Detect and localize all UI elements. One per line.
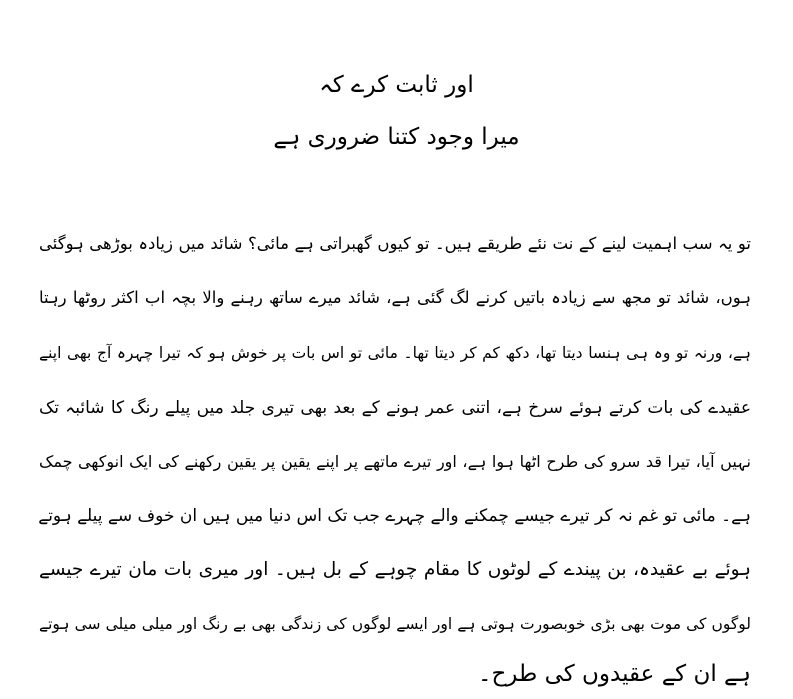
- paragraph-line: ہے ان کے عقیدوں کی طرح۔: [477, 661, 751, 687]
- paragraph-line: تو یہ سب اہمیت لینے کے نت نئے طریقے ہیں۔ تو کیوں گھبراتی ہے مائی؟ شائد میں زیادہ بوڑھی ہوگئی: [39, 234, 751, 253]
- paragraph-line: عقیدے کی بات کرتے ہوئے سرخ ہے، اتنی عمر ہونے کے بعد بھی تیری جلد میں پیلے رنگ کا شائبہ تک: [39, 398, 751, 418]
- paragraph-line: لوگوں کی موت بھی بڑی خوبصورت ہوتی ہے اور ایسے لوگوں کی زندگی بھی بے رنگ اور میلی میلی سی ہوتے: [39, 615, 751, 633]
- heading-line-1: اور ثابت کرے کہ: [319, 72, 474, 98]
- paragraph-line: نہیں آیا، تیرا قد سرو کی طرح اٹھا ہوا ہے، اور تیرے ماتھے پر اپنے یقین پر یقین رکھنے کی ایک انوکھی چمک: [39, 452, 751, 471]
- paragraph-line: ہوں، شائد تو مجھ سے زیادہ باتیں کرنے لگ گئی ہے، شائد میرے ساتھ رہنے والا بچہ اب اکثر روٹھا رہتا: [39, 288, 751, 307]
- paragraph-line: ہوئے بے عقیدہ، بن پیندے کے لوٹوں کا مقام چوہے کے بل ہیں۔ اور میری بات مان تیرے جیسے: [39, 559, 751, 580]
- heading-line-2: میرا وجود کتنا ضروری ہے: [273, 124, 520, 150]
- paragraph-line: ہے۔ مائی تو غم نہ کر تیرے جیسے چمکنے والے چہرے جب تک اس دنیا میں ہیں ان خوف سے پیلے ہوتے: [38, 506, 751, 526]
- paragraph-line: ہے، ورنہ تو وہ ہی ہنسا دیتا تھا، دکھ کم کر دیتا تھا۔ مائی تو اس بات پر خوش ہو کہ تیرا چہرہ آج بھی اپنے: [39, 344, 751, 362]
